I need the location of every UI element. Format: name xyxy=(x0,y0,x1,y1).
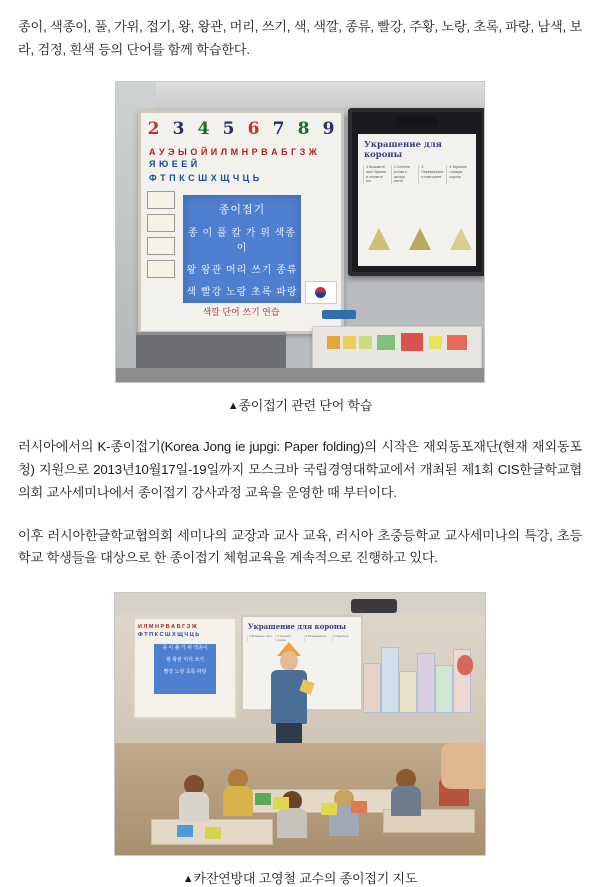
photo1-cyrillic-line-1: А У Э Ы О Й И Л М Н Р В А Б Г З Ж xyxy=(149,147,318,158)
student-body xyxy=(277,808,307,838)
poster-title: 종이접기 xyxy=(218,204,266,217)
teacher-head xyxy=(280,651,298,671)
triangle-icon xyxy=(450,228,472,250)
slide-column: 2 Согните уголки xyxy=(275,635,300,642)
poster-line: 종 이 풀 칼 가 위 색종이 xyxy=(188,228,296,255)
photo2-foreground-arm xyxy=(441,743,485,789)
photo2-cyrillic-line-1: И Л М Н Р В А Б Г З Ж xyxy=(138,623,197,630)
photo1-whiteboard xyxy=(138,110,344,334)
figure-2-caption xyxy=(183,868,417,887)
photo1-card-strip xyxy=(147,191,177,295)
slide-column: 2 Согните уголки к центру листа xyxy=(391,165,416,184)
slide-columns xyxy=(363,165,471,184)
slide-triangles xyxy=(368,228,472,250)
paragraph-1: 종이, 색종이, 풀, 가위, 접기, 왕, 왕관, 머리, 쓰기, 색, 색깔, 종류, 빨강, 주황, 노랑, 초록, 파랑, 남색, 보라, 검정, 흰색 등의 단어를 함께 학습한다. xyxy=(18,19,582,57)
colored-paper xyxy=(377,335,395,350)
photo2-whiteboard xyxy=(133,617,237,719)
webcam-icon xyxy=(396,116,438,127)
card-item xyxy=(147,237,175,255)
paper-house-icon xyxy=(435,665,453,713)
student-body xyxy=(391,786,421,816)
number-glyph: 6 xyxy=(247,119,260,140)
slide-column: 4 Украсьте xyxy=(332,635,357,642)
photo1-blue-poster xyxy=(183,195,301,303)
colored-paper xyxy=(205,827,221,839)
slide-column: 1 Возьмите лист бумаги и сложите его xyxy=(363,165,388,184)
paper-house-icon xyxy=(363,663,381,713)
number-glyph: 7 xyxy=(272,119,285,140)
student-body xyxy=(179,792,209,822)
paper-house-icon xyxy=(399,671,417,713)
photo1-floor xyxy=(116,368,484,382)
poster-line: 색 빨강 노랑 초록 파랑 xyxy=(186,287,298,299)
colored-paper xyxy=(255,793,271,805)
balloon-decoration-icon xyxy=(457,655,473,675)
photo1-cyrillic-line-3: Ф Т П К С Ш Х Щ Ч Ц Ь xyxy=(149,173,260,184)
photo1-slide-screen xyxy=(358,134,476,266)
colored-paper xyxy=(359,336,372,349)
colored-paper xyxy=(429,336,442,349)
teacher-body xyxy=(271,670,307,724)
number-glyph: 9 xyxy=(322,119,335,140)
figure-1-caption xyxy=(228,395,373,414)
photo1-display-monitor xyxy=(348,108,485,276)
caption-text: 카잔연방대 고영철 교수의 종이접기 지도 xyxy=(193,870,418,886)
colored-paper xyxy=(447,335,467,350)
caption-marker-icon: ▲ xyxy=(182,872,194,885)
number-glyph: 4 xyxy=(197,119,210,140)
projector-icon xyxy=(351,599,397,613)
paper-house-icon xyxy=(381,647,399,713)
taegeuk-icon xyxy=(315,287,326,298)
card-item xyxy=(147,214,175,232)
poster-line: 왕 왕관 머리 쓰기 xyxy=(166,656,204,663)
slide-column: 4 Украсьте готовую корону xyxy=(446,165,471,184)
poster-line: 종 이 풀 가 위 색종이 xyxy=(162,644,208,651)
slide-column: 3 Переверните и повторите xyxy=(418,165,443,184)
slide-columns xyxy=(247,635,357,642)
photo1-number-row xyxy=(141,119,341,139)
figure-2 xyxy=(18,592,582,887)
card-item xyxy=(147,260,175,278)
photo-classroom-whiteboard xyxy=(115,81,485,383)
photo1-cyrillic-line-2: Я Ю Е Е Й xyxy=(149,159,198,170)
colored-paper xyxy=(321,803,337,815)
photo2-blue-poster xyxy=(154,644,216,694)
korean-flag-icon xyxy=(305,281,337,304)
paragraph-3: 이후 러시아한글학교협의회 세미나의 교장과 교사 교육, 러시아 초중등학교 교사세미나의 특강, 초등학교 학생들을 대상으로 한 종이접기 체험교육을 계속적으로 진행하고 있다. xyxy=(18,527,582,566)
student-figure xyxy=(177,775,211,821)
slide-title: Украшение для короны xyxy=(248,621,346,631)
slide-column: 3 Переверните xyxy=(304,635,329,642)
poster-line: 왕 왕관 머리 쓰기 종류 xyxy=(186,265,298,277)
colored-paper xyxy=(401,333,423,351)
photo-teacher-classroom xyxy=(114,592,486,856)
student-figure xyxy=(221,769,255,815)
paragraph-2: 러시아에서의 K-종이접기(Korea Jong ie jupgi: Paper folding)의 시작은 재외동포재단(현재 재외동포청) 지원으로 2013년10월17일-19일까지 모스크바 국립경영대학교에서 개최된 제1회 CIS한글학교협의회 교사세미나에서 종이접기 강사과정 교육을 운영한 때 부터이다. xyxy=(18,439,582,500)
number-glyph: 8 xyxy=(297,119,310,140)
figure-1 xyxy=(18,81,582,414)
colored-paper xyxy=(351,801,367,813)
photo2-ceiling xyxy=(115,593,485,615)
colored-paper xyxy=(177,825,193,837)
triangle-icon xyxy=(409,228,431,250)
caption-marker-icon: ▲ xyxy=(227,400,239,413)
number-glyph: 2 xyxy=(147,119,160,140)
photo1-materials-table xyxy=(312,326,482,372)
colored-paper xyxy=(343,336,356,349)
colored-paper xyxy=(327,336,340,349)
student-body xyxy=(223,786,253,816)
photo1-marker-pen xyxy=(322,310,356,319)
colored-paper xyxy=(273,797,289,809)
card-item xyxy=(147,191,175,209)
photo2-cyrillic-line-2: Ф Т П К С Ш Х Щ Ч Ц Ь xyxy=(138,631,200,638)
poster-line: 빨강 노랑 초록 파랑 xyxy=(163,668,207,675)
slide-column: 1 Возьмите лист xyxy=(247,635,272,642)
paper-house-icon xyxy=(417,653,435,713)
number-glyph: 5 xyxy=(222,119,235,140)
slide-title: Украшение для короны xyxy=(364,140,442,161)
student-figure xyxy=(389,769,423,815)
triangle-icon xyxy=(368,228,390,250)
number-glyph: 3 xyxy=(172,119,185,140)
photo1-board-writing: 색깔 단어 쓰기 연습 xyxy=(202,307,280,318)
caption-text: 종이접기 관련 단어 학습 xyxy=(238,398,373,414)
